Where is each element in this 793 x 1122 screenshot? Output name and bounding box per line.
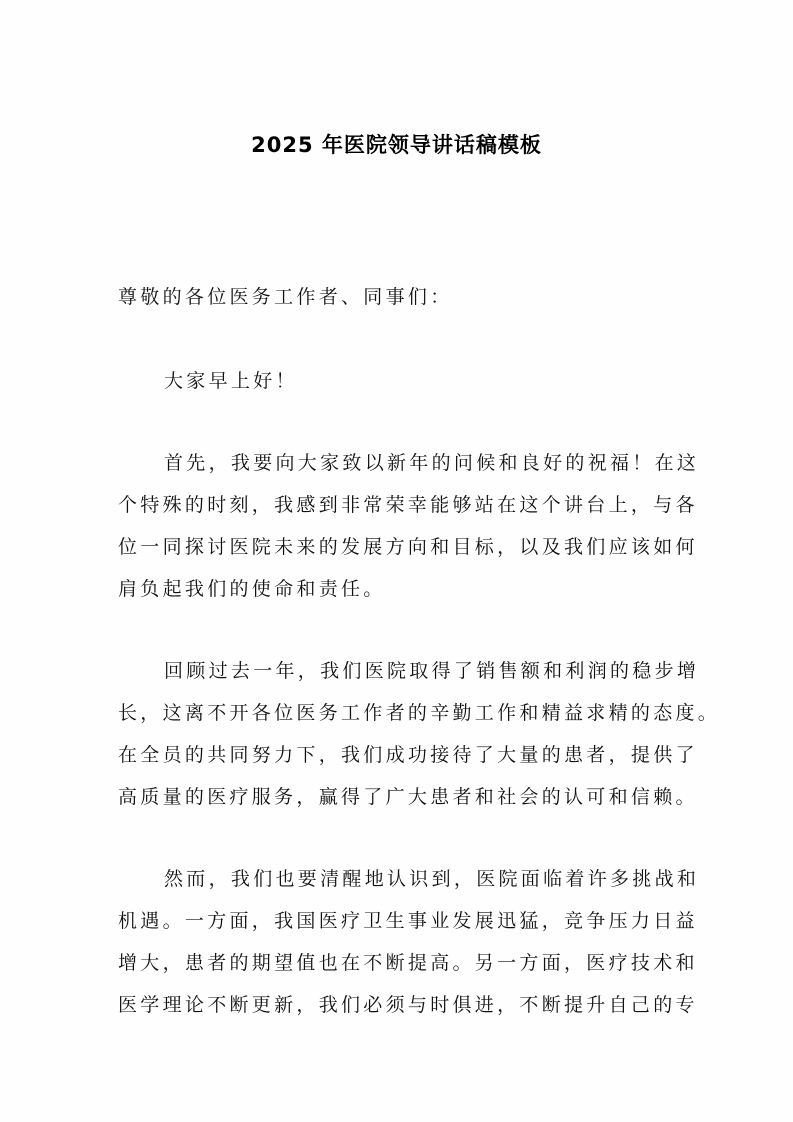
paragraph-line: 增大，患者的期望值也在不断提高。另一方面，医疗技术和	[118, 952, 698, 974]
paragraph-line: 在全员的共同努力下，我们成功接待了大量的患者，提供了	[118, 744, 698, 766]
salutation: 尊敬的各位医务工作者、同事们：	[118, 286, 453, 308]
greeting: 大家早上好！	[164, 370, 298, 392]
paragraph-line: 首先，我要向大家致以新年的问候和良好的祝福！在这	[164, 452, 700, 474]
paragraph-line: 高质量的医疗服务，赢得了广大患者和社会的认可和信赖。	[118, 786, 698, 808]
paragraph-line: 机遇。一方面，我国医疗卫生事业发展迅猛，竞争压力日益	[118, 910, 698, 932]
paragraph-line: 个特殊的时刻，我感到非常荣幸能够站在这个讲台上，与各	[118, 494, 698, 516]
paragraph-line: 肩负起我们的使命和责任。	[118, 578, 386, 600]
paragraph-line: 然而，我们也要清醒地认识到，医院面临着许多挑战和	[164, 868, 700, 890]
paragraph-line: 长，这离不开各位医务工作者的辛勤工作和精益求精的态度。	[118, 702, 721, 724]
document-title: 2025 年医院领导讲话稿模板	[251, 133, 542, 157]
paragraph-line: 位一同探讨医院未来的发展方向和目标，以及我们应该如何	[118, 536, 698, 558]
paragraph-line: 医学理论不断更新，我们必须与时俱进，不断提升自己的专	[118, 994, 698, 1016]
paragraph-line: 回顾过去一年，我们医院取得了销售额和利润的稳步增	[164, 660, 700, 682]
